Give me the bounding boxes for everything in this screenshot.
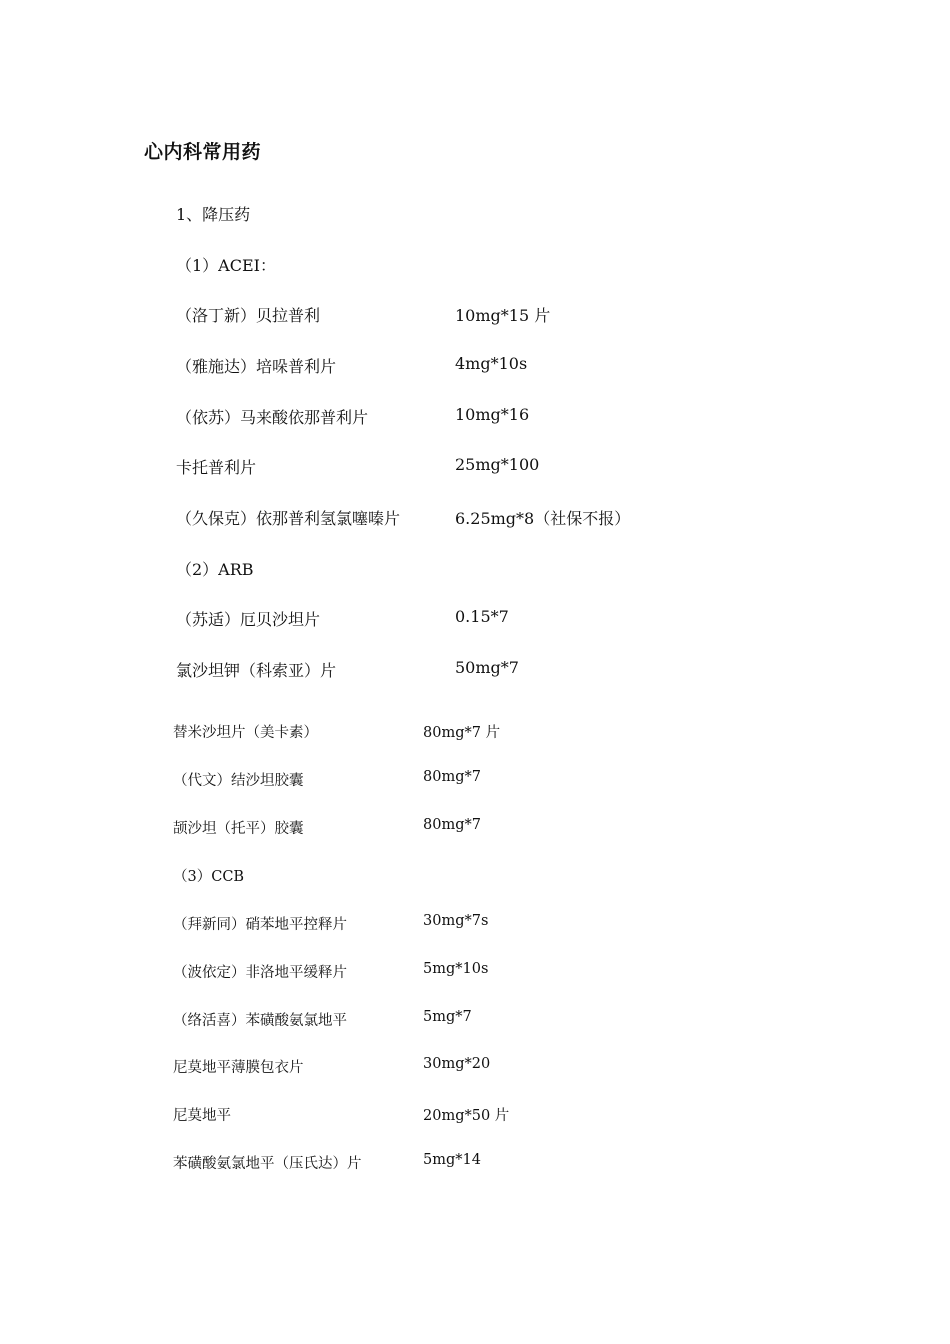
drug-name: 尼莫地平薄膜包衣片 (173, 1060, 304, 1076)
drug-spec: 0.15*7 (455, 607, 509, 626)
drug-name: 替米沙坦片（美卡素） (173, 725, 318, 741)
drug-spec: 30mg*7s (423, 913, 489, 929)
drug-spec: 80mg*7 (423, 769, 481, 785)
drug-name: 颉沙坦（托平）胶囊 (173, 821, 304, 837)
drug-name: （波依定）非洛地平缓释片 (173, 965, 347, 981)
drug-name: （拜新同）硝苯地平控释片 (173, 917, 347, 933)
drug-spec: 80mg*7 片 (423, 725, 501, 741)
drug-name: （苏适）厄贝沙坦片 (176, 610, 321, 629)
drug-spec: 20mg*50 片 (423, 1108, 510, 1124)
drug-spec: 5mg*14 (423, 1152, 481, 1168)
drug-spec: 5mg*7 (423, 1009, 472, 1025)
page-title: 心内科常用药 (144, 141, 262, 163)
subsection-acei: （1）ACEI： (176, 256, 276, 275)
drug-spec: 50mg*7 (455, 658, 519, 677)
drug-spec: 80mg*7 (423, 817, 481, 833)
drug-name: （络活喜）苯磺酸氨氯地平 (173, 1013, 347, 1029)
drug-spec: 10mg*16 (455, 405, 530, 424)
drug-spec: 4mg*10s (455, 354, 528, 373)
drug-name: 苯磺酸氨氯地平（压氏达）片 (173, 1156, 362, 1172)
subsection-arb: （2）ARB (176, 560, 254, 579)
drug-name: （雅施达）培哚普利片 (176, 357, 337, 376)
drug-name: （久保克）依那普利氢氯噻嗪片 (176, 509, 401, 528)
subsection-ccb: （3）CCB (173, 869, 245, 885)
drug-spec: 6.25mg*8（社保不报） (455, 509, 631, 528)
drug-name: （洛丁新）贝拉普利 (176, 306, 321, 325)
drug-name: （依苏）马来酸依那普利片 (176, 408, 369, 427)
drug-name: 氯沙坦钾（科索亚）片 (176, 661, 337, 680)
section-heading: 1、降压药 (176, 205, 251, 224)
drug-spec: 10mg*15 片 (455, 306, 551, 325)
drug-name: 尼莫地平 (173, 1108, 231, 1124)
drug-name: 卡托普利片 (176, 458, 257, 477)
drug-spec: 5mg*10s (423, 961, 489, 977)
drug-spec: 25mg*100 (455, 455, 540, 474)
drug-name: （代文）结沙坦胶囊 (173, 773, 304, 789)
drug-spec: 30mg*20 (423, 1056, 491, 1072)
